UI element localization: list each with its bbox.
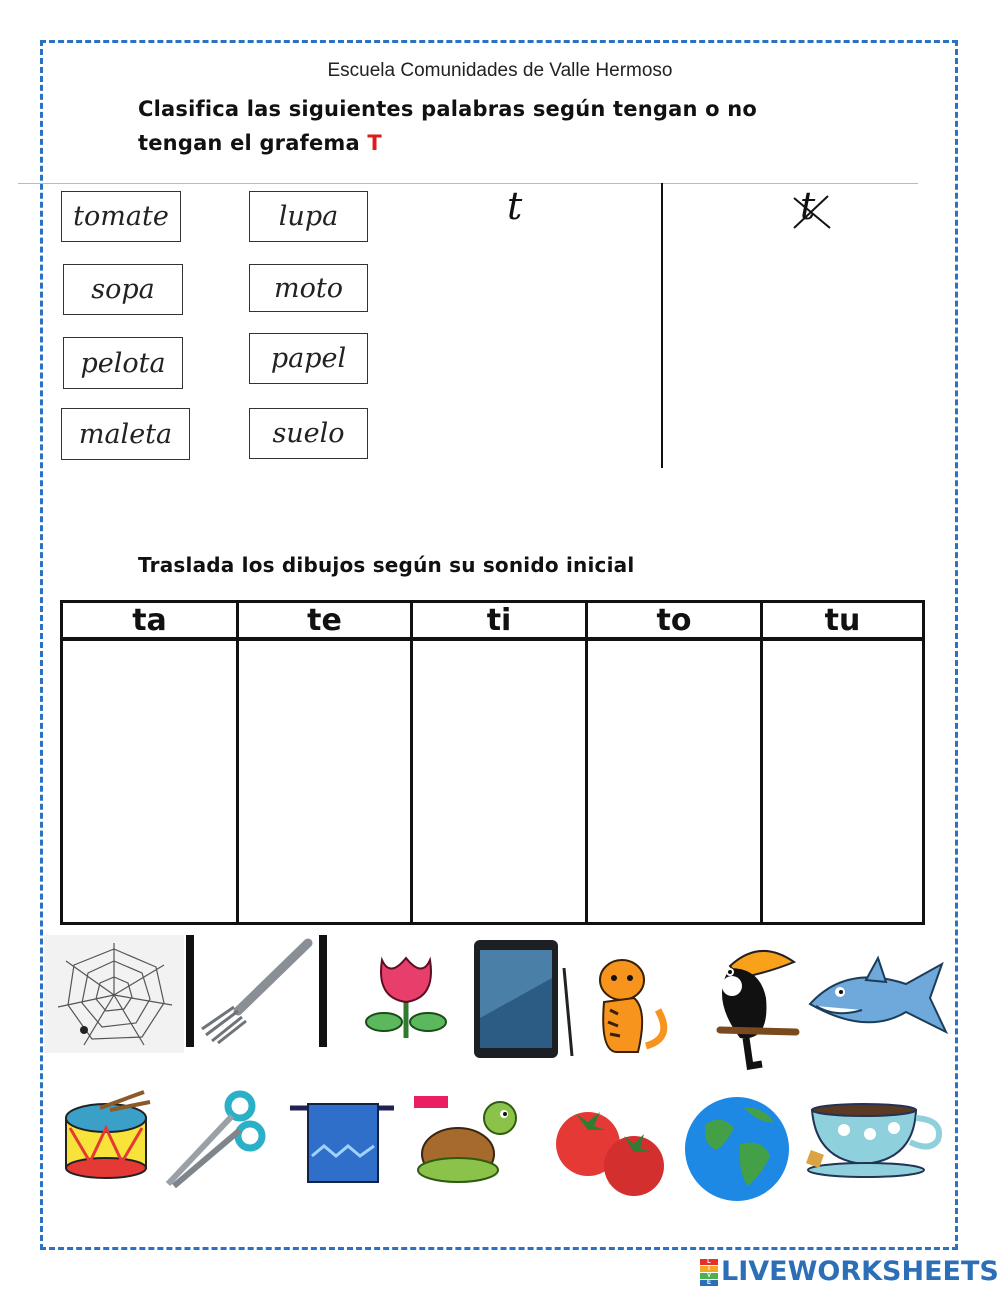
table-header-ti: ti bbox=[413, 603, 588, 641]
shark-picture[interactable] bbox=[806, 954, 950, 1044]
logo-mark-letter: E bbox=[700, 1280, 718, 1286]
tablet-picture[interactable] bbox=[472, 938, 576, 1060]
spider-web-picture[interactable] bbox=[44, 935, 184, 1053]
instruction-classify-text: Clasifica las siguientes palabras según tengan o no tengan el grafema bbox=[138, 97, 758, 155]
logo-mark-icon bbox=[700, 1259, 718, 1285]
tomatoes-picture[interactable] bbox=[548, 1100, 674, 1200]
logo-mark-letter: L bbox=[700, 1259, 718, 1265]
drop-zone-te[interactable] bbox=[239, 641, 413, 922]
drop-zone-ti[interactable] bbox=[413, 641, 588, 922]
cross-out-mark bbox=[790, 188, 834, 234]
divider-line bbox=[18, 183, 918, 184]
drop-zone-tu[interactable] bbox=[763, 641, 922, 922]
word-card[interactable]: maleta bbox=[61, 408, 190, 460]
drum-picture[interactable] bbox=[60, 1088, 152, 1180]
toucan-picture[interactable] bbox=[690, 938, 802, 1070]
teacup-picture[interactable] bbox=[804, 1100, 952, 1180]
syllable-table bbox=[60, 600, 925, 925]
tiger-picture[interactable] bbox=[588, 950, 680, 1056]
word-card[interactable]: moto bbox=[249, 264, 368, 312]
table-header-to: to bbox=[588, 603, 763, 641]
table-header-te: te bbox=[239, 603, 413, 641]
drop-zone-ta[interactable] bbox=[63, 641, 239, 922]
instruction-classify bbox=[138, 92, 838, 160]
table-header-ta: ta bbox=[63, 603, 239, 641]
towel-picture[interactable] bbox=[286, 1096, 398, 1186]
logo-mark-letter: I bbox=[700, 1266, 718, 1272]
word-card[interactable]: tomate bbox=[61, 191, 181, 242]
column-without-t: t bbox=[800, 184, 816, 228]
word-card[interactable]: pelota bbox=[63, 337, 183, 389]
table-header-tu: tu bbox=[763, 603, 922, 641]
word-card[interactable]: papel bbox=[249, 333, 368, 384]
grapheme-letter: T bbox=[367, 131, 382, 155]
drop-zone-to[interactable] bbox=[588, 641, 763, 922]
word-card[interactable]: suelo bbox=[249, 408, 368, 459]
logo-mark-letter: V bbox=[700, 1273, 718, 1279]
school-name: Escuela Comunidades de Valle Hermoso bbox=[327, 60, 673, 81]
instruction-drag: Traslada los dibujos según su sonido inicial bbox=[138, 553, 635, 577]
turtle-picture[interactable] bbox=[412, 1094, 524, 1194]
logo-text: LIVEWORKSHEETS bbox=[721, 1256, 999, 1287]
column-divider bbox=[661, 183, 663, 468]
word-card[interactable]: lupa bbox=[249, 191, 368, 242]
liveworksheets-logo bbox=[700, 1256, 999, 1287]
scissors-picture[interactable] bbox=[162, 1088, 270, 1190]
column-with-t: t bbox=[507, 184, 523, 228]
earth-picture[interactable] bbox=[682, 1094, 792, 1204]
tulip-picture[interactable] bbox=[360, 948, 452, 1042]
fork-picture[interactable] bbox=[186, 935, 328, 1047]
word-card[interactable]: sopa bbox=[63, 264, 183, 315]
